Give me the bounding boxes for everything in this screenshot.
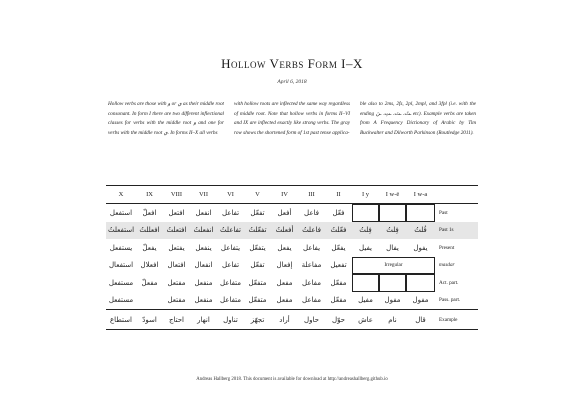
verb-form-cell: يفعلّ [142, 243, 157, 252]
intro-column-2: with hollow roots are inflected the same way regardless of middle root. Note that hollow verbs in forms II–VI and IX are inflected exactly like strong verbs. The gray row shows the shortened form of 1st past tense applica- [234, 101, 350, 136]
verb-form-cell: أفعل [277, 208, 292, 217]
verb-form-cell: يستفعل [109, 243, 133, 252]
verb-form-cell: إفعال [276, 261, 293, 270]
verb-form-cell: مفعلّ [141, 278, 158, 287]
verb-form-cell: ينفعل [195, 243, 212, 252]
table-row [106, 239, 478, 257]
verb-form-cell: مفاعلة [301, 261, 322, 270]
column-header: II [325, 186, 352, 204]
row-label: Past [439, 209, 448, 216]
verb-form-cell [406, 204, 435, 222]
verb-form-cell: مفتعل [167, 296, 186, 305]
irregular-masdar-cell: Irregular [352, 257, 435, 275]
example-verb: استطاع [106, 310, 136, 330]
verb-form-cell [406, 274, 435, 292]
example-verb: قال [406, 310, 435, 330]
verb-form-cell: تفعّل [250, 261, 265, 270]
row-label: Past 1s [435, 222, 478, 240]
verb-form-cell: مستفعل [108, 296, 134, 305]
column-header: I y [352, 186, 379, 204]
verb-form-cell: افتعل [168, 208, 185, 217]
intro-text [108, 100, 476, 138]
example-verb: احتاج [163, 310, 190, 330]
verb-form-cell: مفعل [276, 296, 293, 305]
verb-form-cell: تفعيل [330, 261, 347, 270]
footer [0, 377, 584, 382]
verb-form-cell: تفاعل [221, 208, 240, 217]
verb-form-cell: مفعّل [330, 278, 347, 287]
examples-row [106, 310, 478, 330]
intro-column-3: ble also to 2ms, 2fs, 2pl, 2mpl, and 3fpl (i.e. with the ending ـتُ، ـتَ، ـتِ، ـنَ etc). Example verbs are taken from A Frequency Dictionary of Arabic by Tim Buckwalter and Dilworth Parkinson (Routledge 2011). [360, 101, 476, 136]
verb-form-cell: انفعل [195, 208, 212, 217]
verb-form-cell: مفول [412, 296, 429, 305]
row-label: Present [439, 244, 455, 251]
table-row [106, 292, 478, 310]
table-row [106, 222, 478, 240]
verb-form-cell [379, 274, 406, 292]
table-row [106, 204, 478, 222]
table-row [106, 257, 478, 275]
example-verb: أراد [271, 310, 298, 330]
verb-form-cell: مفتعل [167, 278, 186, 287]
verb-form-cell: يفعّل [331, 243, 346, 252]
verb-form-cell: فاعل [304, 208, 319, 217]
column-header: X [106, 186, 136, 204]
verb-forms-table [106, 185, 478, 330]
verb-form-cell: تفاعلتُ [217, 222, 244, 240]
verb-form-cell: متفعّل [248, 278, 267, 287]
verb-form-cell: فعّل [332, 208, 345, 217]
verb-form-cell: يفاعل [302, 243, 321, 252]
column-header: IV [271, 186, 298, 204]
example-verb: حوّل [325, 310, 352, 330]
verb-form-cell: مفعّل [330, 296, 347, 305]
table-header-row [106, 186, 478, 204]
verb-form-cell: انفعال [194, 261, 213, 270]
verb-form-cell: أفعلتُ [271, 222, 298, 240]
verb-form-cell: فاعلتُ [298, 222, 325, 240]
column-header: I w-ē [379, 186, 406, 204]
verb-form-cell: يتفاعل [220, 243, 241, 252]
verb-form-cell: استفعال [108, 261, 134, 270]
verb-form-cell: يفال [386, 243, 399, 252]
verb-form-cell: تفعّلتُ [244, 222, 271, 240]
verb-form-cell: مستفعل [108, 278, 134, 287]
verb-form-cell: فِلتُ [352, 222, 379, 240]
example-verb: عاش [352, 310, 379, 330]
row-label-header [435, 186, 478, 204]
verb-form-cell [352, 204, 379, 222]
verb-form-cell [352, 274, 379, 292]
verb-form-cell [379, 204, 406, 222]
examples-label: Example [435, 310, 478, 330]
page-title: Hollow Verbs Form I–X [221, 56, 363, 71]
table-row [106, 274, 478, 292]
column-header: V [244, 186, 271, 204]
example-verb: نام [379, 310, 406, 330]
verb-form-cell: استفعلتُ [106, 222, 136, 240]
intro-column-1: Hollow verbs are those with و or ي as their middle root consonant. In form I there are two different inflectional classes for verbs with the middle root و and one for verbs with the middle root ي. In forms II–X all verbs [108, 101, 224, 136]
verb-form-cell: انفعلتُ [190, 222, 217, 240]
example-verb: تناول [217, 310, 244, 330]
verb-form-cell: افتعلتُ [163, 222, 190, 240]
verb-form-cell: مفاعل [302, 296, 321, 305]
verb-form-cell: يفعل [277, 243, 292, 252]
page-date: April 6, 2018 [277, 79, 307, 85]
example-verb: تجهّز [244, 310, 271, 330]
verb-form-cell: مفعل [276, 278, 293, 287]
verb-form-cell: يتفعّل [249, 243, 266, 252]
verb-form-cell: مفاعل [302, 278, 321, 287]
verb-form-cell: فعّلتُ [325, 222, 352, 240]
verb-form-cell: افتعال [167, 261, 186, 270]
verb-form-cell: يفول [413, 243, 428, 252]
column-header: VIII [163, 186, 190, 204]
verb-form-cell: مفيل [358, 296, 373, 305]
verb-form-cell: تفاعل [221, 261, 240, 270]
column-header: III [298, 186, 325, 204]
column-header: VII [190, 186, 217, 204]
column-header: IX [136, 186, 163, 204]
verb-form-cell: متفاعل [219, 296, 241, 305]
verb-form-cell: منفعل [194, 278, 213, 287]
verb-form-cell: مفول [384, 296, 401, 305]
verb-form-cell: متفاعل [219, 278, 241, 287]
verb-form-cell: منفعل [194, 296, 213, 305]
verb-form-cell: افعللتُ [136, 222, 163, 240]
row-label: masdar [439, 262, 455, 269]
row-label: Act. part. [439, 279, 459, 286]
verb-form-cell [136, 292, 163, 310]
verb-form-cell: استفعل [109, 208, 133, 217]
footer-author-prefix: Andreas Hallberg 2018. This document is available for download at http://andreashallberg.github.io [196, 377, 388, 382]
verb-form-cell: يفتعل [168, 243, 185, 252]
example-verb: انهار [190, 310, 217, 330]
verb-form-cell: تفعّل [250, 208, 265, 217]
verb-form-cell: فُلتُ [406, 222, 435, 240]
verb-form-cell: فِلتُ [379, 222, 406, 240]
verb-form-cell: متفعّل [248, 296, 267, 305]
verb-form-cell: افعلّ [142, 208, 157, 217]
verb-form-cell: يفيل [359, 243, 372, 252]
column-header: VI [217, 186, 244, 204]
example-verb: اسودّ [136, 310, 163, 330]
row-label: Pass. part. [439, 297, 461, 304]
verb-form-cell: افعلال [140, 261, 159, 270]
column-header: I w-a [406, 186, 435, 204]
example-verb: حاول [298, 310, 325, 330]
